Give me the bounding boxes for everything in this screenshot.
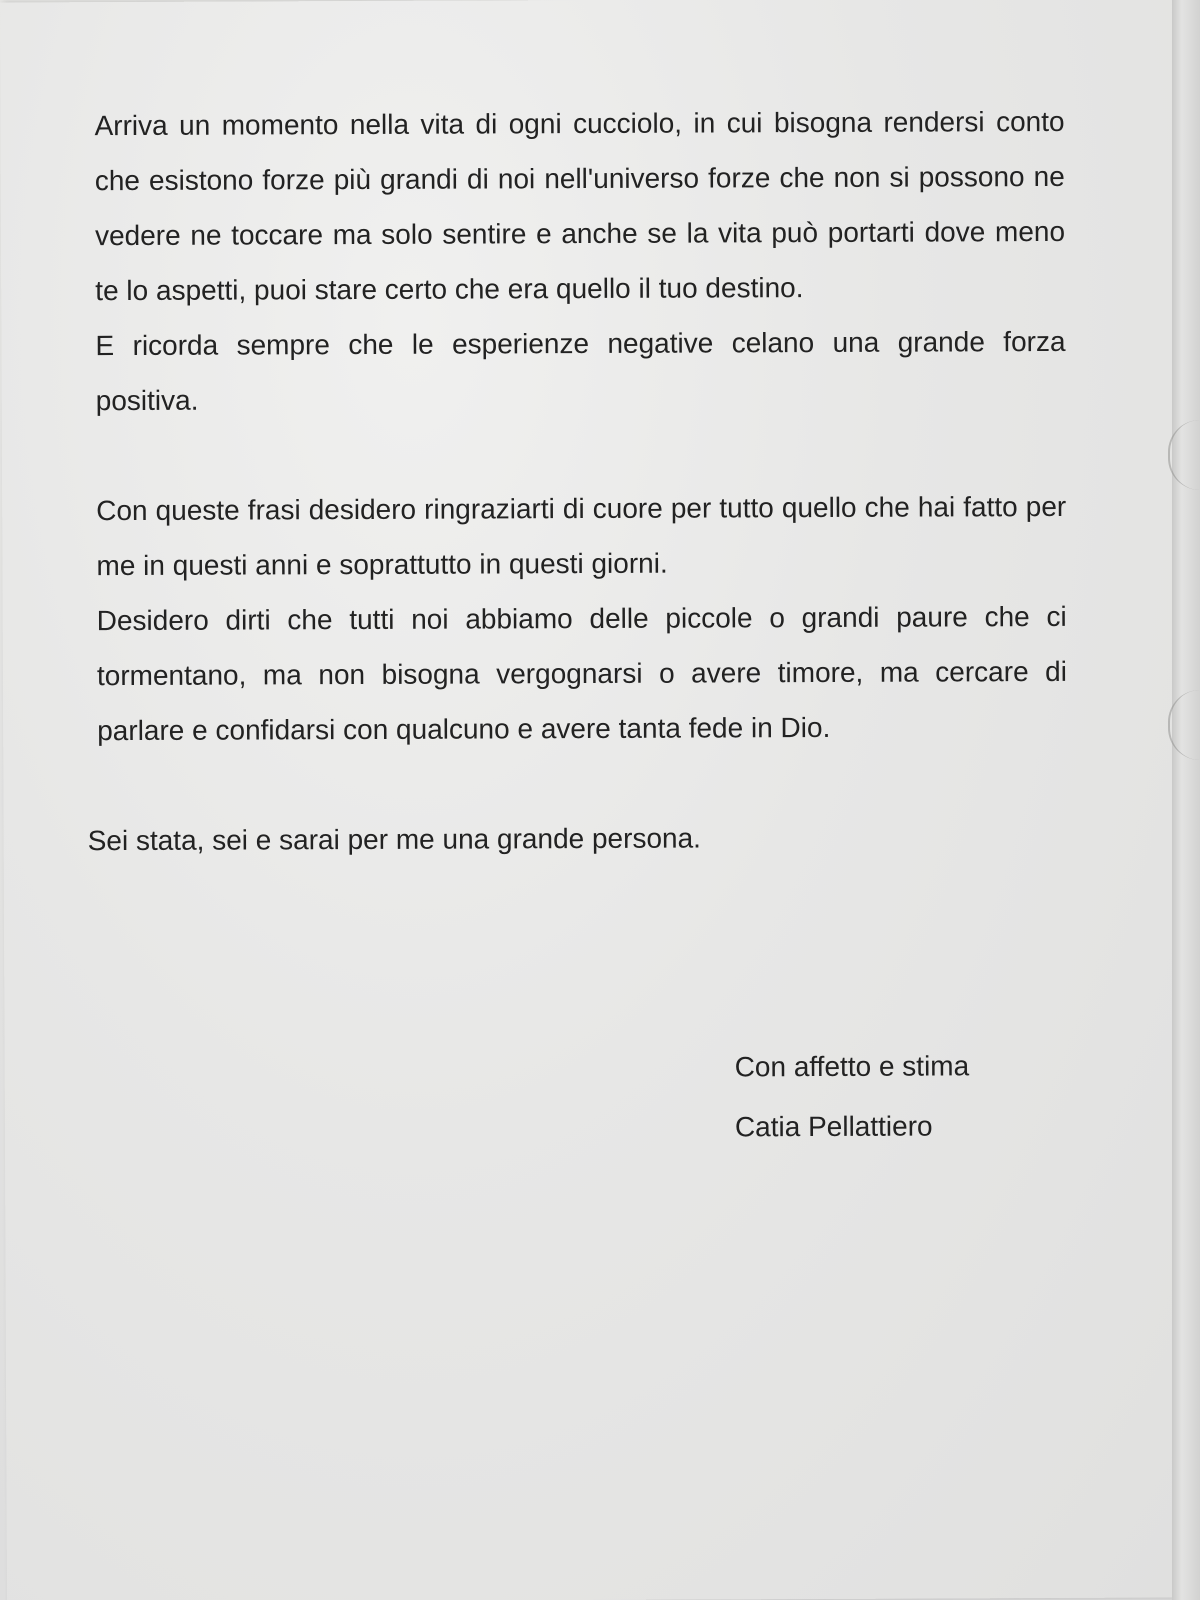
paragraph-2: E ricorda sempre che le esperienze negative celano una grande forza positiva. — [95, 325, 1066, 417]
paper-edge — [1172, 0, 1200, 1600]
paragraph-4: Desidero dirti che tutti noi abbiamo delle piccole o grandi paure che ci tormentano, ma non bisogna vergognarsi o avere timore, ma cercare di parlare e confidarsi con qualcuno e avere tanta fede in Dio. — [96, 600, 1068, 747]
salutation: Con affetto e stima — [734, 1050, 970, 1083]
letter-body — [87, 94, 1068, 868]
signature: Catia Pellattiero — [734, 1110, 933, 1143]
closing-sentence: Sei stata, sei e sarai per me una grande persona. — [87, 822, 701, 857]
paragraph-1: Arriva un momento nella vita di ogni cucciolo, in cui bisogna rendersi conto che esistono forze più grandi di noi nell'universo forze che non si possono ne vedere ne toccare ma solo sentire e anche se la vita può portarti dove meno te lo aspetti, puoi stare certo che era quello il tuo destino. — [94, 105, 1066, 307]
paragraph-3: Con queste frasi desidero ringraziarti di cuore per tutto quello che hai fatto per me in questi anni e soprattutto in questi giorni. — [96, 490, 1067, 582]
signature-block — [735, 1036, 970, 1157]
